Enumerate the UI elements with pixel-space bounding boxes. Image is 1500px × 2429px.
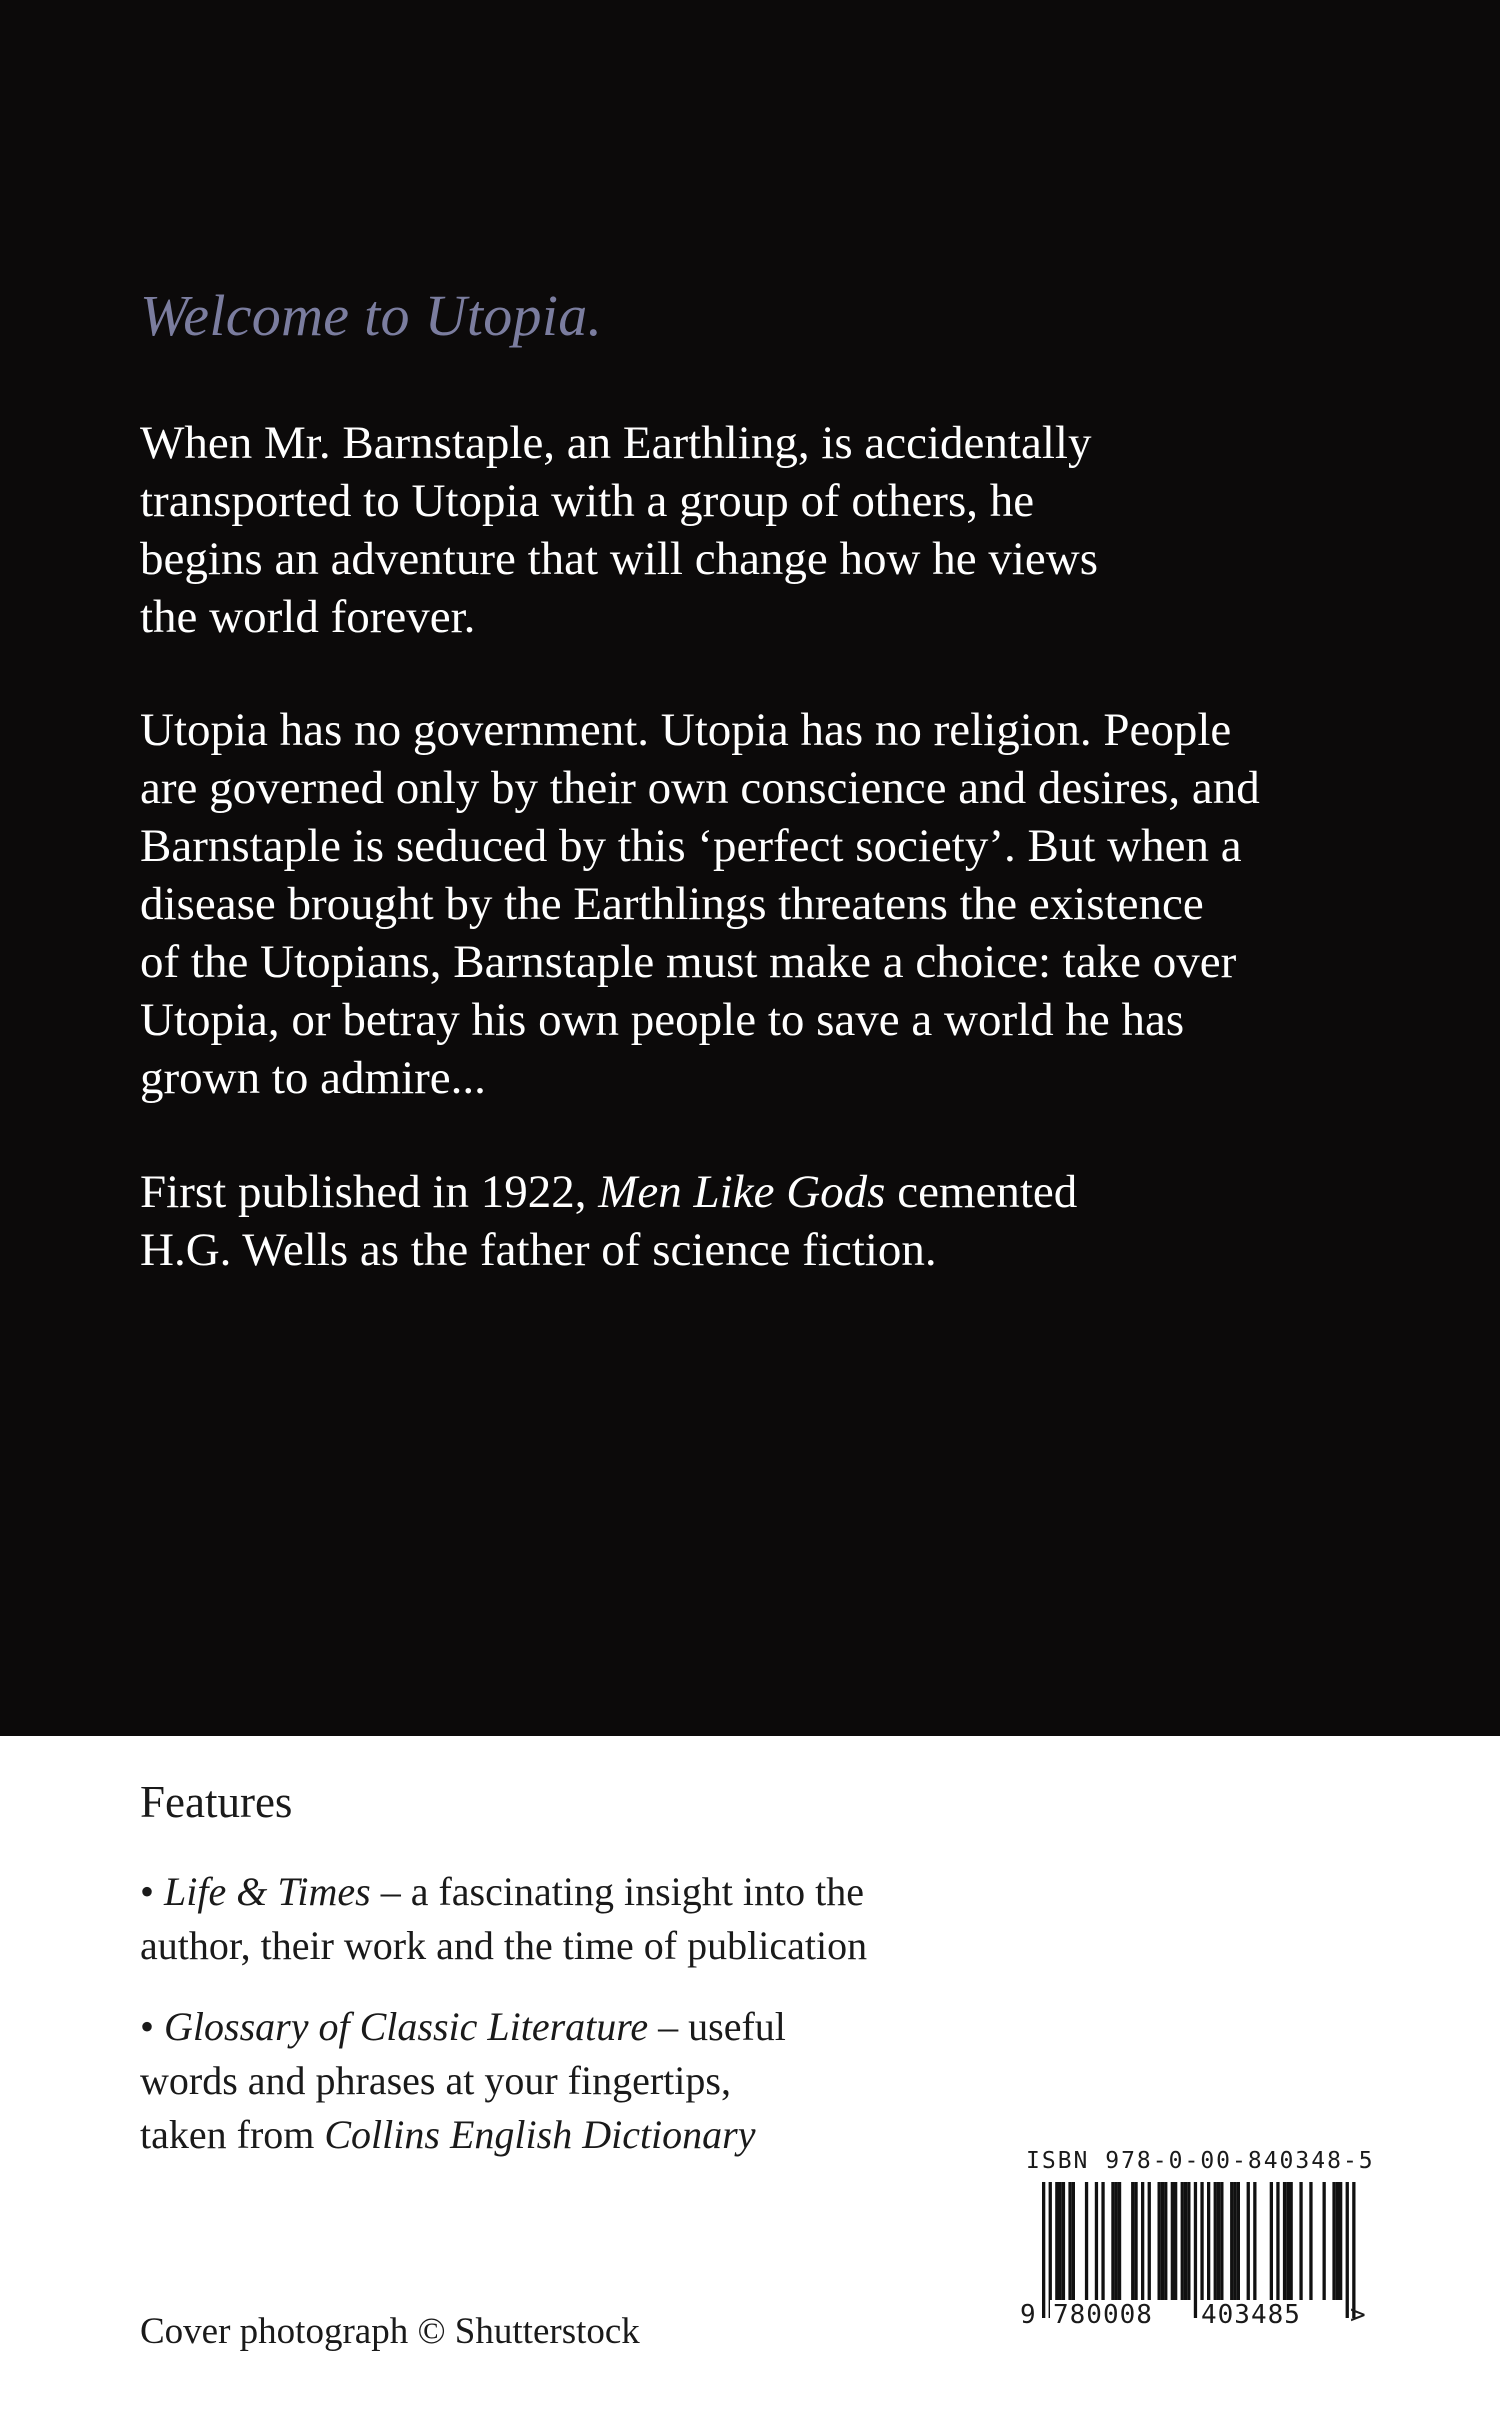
barcode-bar (1181, 2182, 1184, 2300)
barcode-bar (1141, 2182, 1144, 2300)
barcode-guard-bar (1049, 2182, 1052, 2318)
barcode-bar (1101, 2182, 1104, 2300)
blurb-line: the world forever. (140, 591, 476, 643)
blurb-line: begins an adventure that will change how he views (140, 533, 1098, 585)
book-title: Men Like Gods (598, 1166, 886, 1218)
blurb-paragraph-1 (140, 414, 1380, 646)
barcode-lead-digit: 9 (1020, 2300, 1036, 2330)
barcode-quiet-zone-mark: > (1350, 2300, 1366, 2330)
publication-text: cemented (897, 1166, 1078, 1218)
barcode-bar (1247, 2182, 1250, 2300)
barcode-bar (1309, 2182, 1312, 2300)
features-heading: Features (140, 1777, 293, 1827)
barcode-bar (1253, 2182, 1256, 2300)
blurb-line: When Mr. Barnstaple, an Earthling, is accidentally (140, 417, 1092, 469)
barcode-left-group: 780008 (1050, 2300, 1156, 2330)
blurb-line: Barnstaple is seduced by this ‘perfect society’. But when a (140, 820, 1242, 872)
barcode-bar (1286, 2182, 1289, 2300)
barcode-bar (1118, 2182, 1121, 2300)
dictionary-title: Collins English Dictionary (324, 2112, 756, 2157)
barcode-bar (1323, 2182, 1326, 2300)
barcode-bar (1339, 2182, 1342, 2300)
barcode-guard-bar (1200, 2182, 1203, 2318)
barcode-bar (1115, 2182, 1118, 2300)
feature-line (140, 1865, 1040, 1919)
feature-name: Glossary of Classic Literature (164, 2004, 649, 2049)
bullet-icon: • (140, 1869, 155, 1914)
feature-line (140, 2108, 1040, 2162)
barcode-guard-bar (1042, 2182, 1045, 2318)
feature-line: words and phrases at your fingertips, (140, 2058, 731, 2103)
barcode-bar (1336, 2182, 1339, 2300)
blurb-line: H.G. Wells as the father of science fiction. (140, 1224, 937, 1276)
barcode-bar (1085, 2182, 1088, 2300)
barcode-guard-bar (1352, 2182, 1355, 2318)
barcode-bar (1276, 2182, 1279, 2300)
cover-photo-credit: Cover photograph © Shutterstock (140, 2311, 640, 2352)
barcode-bar (1158, 2182, 1161, 2300)
barcode-bar (1095, 2182, 1098, 2300)
barcode-bar (1055, 2182, 1058, 2300)
barcode-bar (1217, 2182, 1220, 2300)
barcode-right-group: 403485 (1198, 2300, 1304, 2330)
barcode-bar (1164, 2182, 1167, 2300)
isbn-label: ISBN 978-0-00-840348-5 (1026, 2148, 1375, 2174)
blurb-paragraph-2 (140, 701, 1380, 1107)
blurb-line: transported to Utopia with a group of others, he (140, 475, 1035, 527)
barcode-bar (1187, 2182, 1190, 2300)
barcode-bar (1161, 2182, 1164, 2300)
blurb-line: Utopia has no government. Utopia has no religion. People (140, 704, 1232, 756)
barcode-bar (1214, 2182, 1217, 2300)
feature-description: – a fascinating insight into the (380, 1869, 864, 1914)
barcode-guard-bar (1346, 2182, 1349, 2318)
blurb-line: disease brought by the Earthlings threatens the existence (140, 878, 1204, 930)
barcode-bar (1068, 2182, 1071, 2300)
barcode-bar (1283, 2182, 1286, 2300)
tagline: Welcome to Utopia. (140, 283, 603, 348)
barcode-bar (1230, 2182, 1233, 2300)
barcode-bar (1184, 2182, 1187, 2300)
barcode-bar (1111, 2182, 1114, 2300)
feature-description: taken from (140, 2112, 315, 2157)
barcode-bar (1134, 2182, 1137, 2300)
barcode-bar (1270, 2182, 1273, 2300)
feature-description: – useful (658, 2004, 786, 2049)
barcode-bar (1299, 2182, 1302, 2300)
blurb-line: Utopia, or betray his own people to save a world he has (140, 994, 1185, 1046)
barcode-bar (1072, 2182, 1075, 2300)
feature-line: author, their work and the time of publication (140, 1923, 868, 1968)
barcode-bar (1237, 2182, 1240, 2300)
blurb-line: grown to admire... (140, 1052, 486, 1104)
barcode-bar (1220, 2182, 1223, 2300)
blurb-line: of the Utopians, Barnstaple must make a choice: take over (140, 936, 1237, 988)
feature-line (140, 2000, 1040, 2054)
publication-text: First published in 1922, (140, 1166, 587, 1218)
barcode-bar (1174, 2182, 1177, 2300)
bullet-icon: • (140, 2004, 155, 2049)
barcode-bar (1332, 2182, 1335, 2300)
barcode-bar (1131, 2182, 1134, 2300)
blurb-line (140, 1163, 1380, 1221)
barcode-bar (1233, 2182, 1236, 2300)
feature-name: Life & Times (164, 1869, 371, 1914)
blurb-paragraph-3 (140, 1163, 1380, 1279)
barcode-bar (1148, 2182, 1151, 2300)
barcode-bar (1059, 2182, 1062, 2300)
feature-item-life-and-times (140, 1865, 1040, 1973)
barcode-bar (1290, 2182, 1293, 2300)
barcode-bar (1171, 2182, 1174, 2300)
feature-item-glossary (140, 2000, 1040, 2162)
blurb-line: are governed only by their own conscience and desires, and (140, 762, 1260, 814)
barcode-guard-bar (1194, 2182, 1197, 2318)
barcode-bar (1207, 2182, 1210, 2300)
barcode-bar (1062, 2182, 1065, 2300)
